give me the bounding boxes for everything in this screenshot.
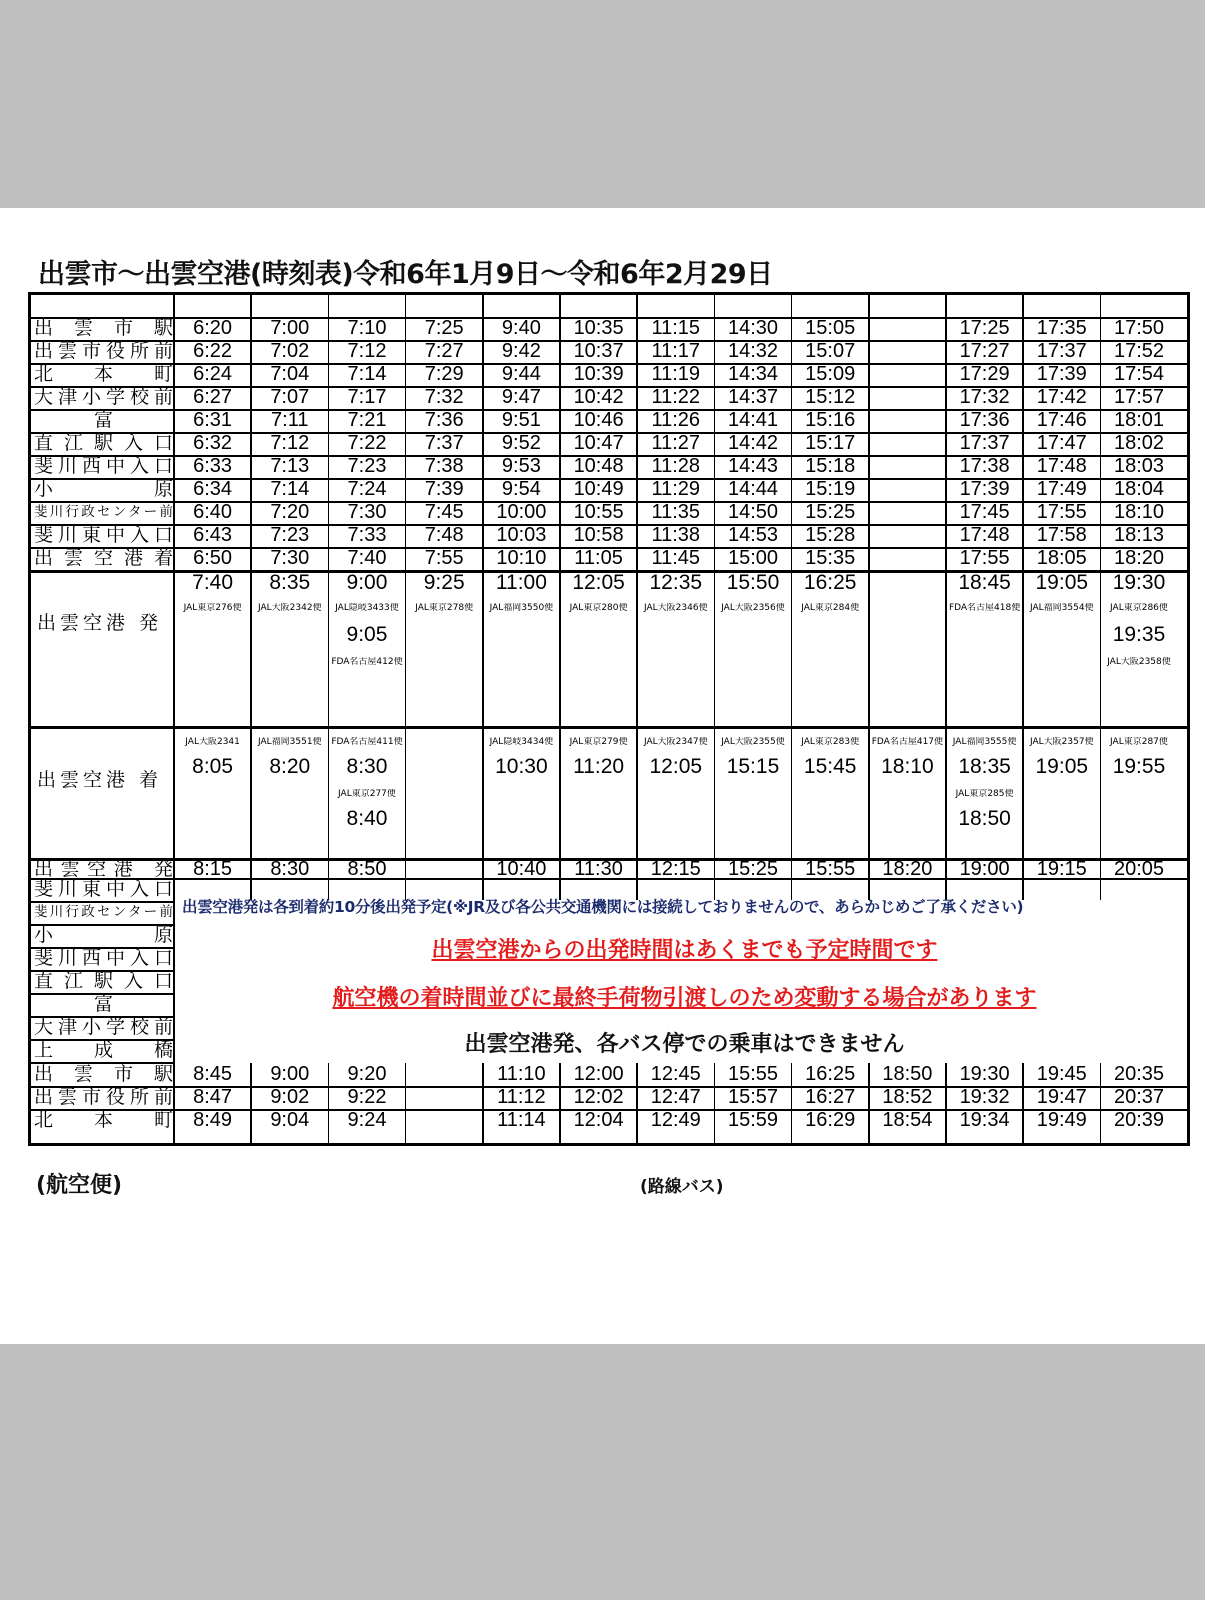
- flight-label: JAL大阪2346便: [643, 603, 708, 613]
- flight-label: JAL東京277便: [338, 789, 396, 799]
- departure-time: 7:29: [424, 363, 464, 385]
- departure-time: 9:44: [501, 363, 541, 385]
- departure-time: 15:28: [805, 524, 856, 546]
- departure-time: 10:00: [496, 501, 547, 523]
- flight-label: JAL隠岐3434便: [489, 737, 554, 747]
- stop-name: 斐川西中入口: [34, 948, 173, 969]
- departure-time: 6:22: [193, 340, 233, 362]
- departure-time: 7:45: [424, 501, 464, 523]
- departure-time: 10:39: [573, 363, 624, 385]
- flight-label: JAL東京278便: [415, 603, 474, 613]
- flight-time: 19:05: [1035, 571, 1089, 594]
- departure-time: 17:39: [959, 478, 1010, 500]
- departure-time: 14:43: [727, 455, 779, 477]
- flight-label: JAL東京284便: [801, 603, 860, 613]
- departure-time: 11:19: [651, 363, 701, 385]
- departure-time: 7:23: [347, 455, 387, 477]
- departure-time: 7:14: [347, 363, 387, 385]
- departure-time: 7:40: [347, 547, 387, 569]
- flight-time: 18:35: [958, 755, 1011, 778]
- departure-time: 7:14: [270, 478, 310, 500]
- departure-time: 18:01: [1113, 409, 1165, 431]
- departure-time: 18:13: [1113, 524, 1165, 546]
- departure-time: 17:54: [1113, 363, 1165, 385]
- departure-time: 18:03: [1113, 455, 1165, 477]
- stop-name: 出雲空港 発: [34, 859, 173, 880]
- departure-time: 6:27: [193, 386, 233, 408]
- arrival-time: 19:34: [959, 1109, 1010, 1131]
- flight-time: 8:30: [346, 755, 388, 778]
- departure-time: 17:35: [1036, 317, 1087, 339]
- stop-name: 上成橋: [34, 1040, 173, 1061]
- flight-label: JAL東京280便: [569, 603, 628, 613]
- departure-time: 7:25: [424, 317, 464, 339]
- departure-time: 11:45: [651, 547, 701, 569]
- departure-time: 18:05: [1036, 547, 1087, 569]
- departure-time: 17:50: [1113, 317, 1165, 339]
- departure-time: 14:50: [727, 501, 779, 523]
- departure-time: 17:55: [959, 547, 1010, 569]
- arrival-time: 12:02: [573, 1086, 624, 1108]
- departure-time: 10:46: [573, 409, 624, 431]
- flight-label: JAL大阪2355便: [721, 737, 785, 747]
- departure-time: 17:27: [959, 340, 1010, 362]
- departure-time: 10:37: [573, 340, 624, 362]
- arrival-time: 18:52: [882, 1086, 933, 1108]
- flight-time: 9:25: [423, 571, 465, 594]
- footer-bus-label: (路線バス): [640, 1177, 724, 1197]
- flight-time: 19:05: [1035, 755, 1089, 778]
- departure-time: 7:37: [424, 432, 464, 454]
- flight-time: 8:20: [269, 755, 311, 778]
- bus-depart-time: 19:00: [959, 858, 1010, 880]
- arrival-time: 20:37: [1113, 1086, 1165, 1108]
- flight-label: JAL大阪2347便: [643, 737, 708, 747]
- departure-time: 7:12: [347, 340, 387, 362]
- departure-time: 7:30: [347, 501, 387, 523]
- departure-time: 7:20: [270, 501, 310, 523]
- flight-time: 18:50: [958, 807, 1011, 830]
- arrival-time: 19:49: [1036, 1109, 1087, 1131]
- arrival-time: 11:12: [497, 1086, 546, 1108]
- stop-name: 出雲市役所前: [34, 1087, 173, 1108]
- flight-time: 16:25: [803, 571, 857, 594]
- departure-time: 17:32: [959, 386, 1010, 408]
- departure-time: 15:19: [805, 478, 856, 500]
- departure-time: 14:53: [727, 524, 779, 546]
- departure-time: 17:48: [959, 524, 1010, 546]
- departure-time: 7:30: [270, 547, 310, 569]
- arrival-time: 16:27: [805, 1086, 856, 1108]
- departure-time: 10:03: [496, 524, 547, 546]
- departure-time: 6:24: [193, 363, 233, 385]
- arrival-time: 16:29: [805, 1109, 856, 1131]
- flight-label: JAL大阪2342便: [257, 603, 322, 613]
- departure-time: 17:39: [1036, 363, 1087, 385]
- arrival-time: 12:49: [650, 1109, 701, 1131]
- note-connection: 出雲空港発は各到着約10分後出発予定(※JR及び各公共交通機関には接続しておりませんので、あらかじめご了承ください): [182, 898, 1024, 916]
- departure-time: 11:15: [651, 317, 701, 339]
- departure-time: 15:25: [805, 501, 856, 523]
- departure-time: 17:37: [959, 432, 1010, 454]
- departure-time: 7:24: [347, 478, 387, 500]
- departure-time: 7:23: [270, 524, 310, 546]
- departure-time: 7:39: [424, 478, 464, 500]
- departure-time: 17:36: [959, 409, 1010, 431]
- stop-name: 大津小学校前: [34, 387, 173, 408]
- flight-time: 12:35: [649, 571, 703, 594]
- departure-time: 15:17: [805, 432, 856, 454]
- arrival-time: 9:02: [270, 1086, 310, 1108]
- arrival-time: 20:35: [1113, 1063, 1165, 1085]
- departure-time: 17:58: [1036, 524, 1087, 546]
- flight-label: FDA名古屋417便: [871, 737, 944, 747]
- departure-time: 6:20: [193, 317, 233, 339]
- departure-time: 15:07: [805, 340, 856, 362]
- departure-time: 7:38: [424, 455, 464, 477]
- stop-name: 出雲市役所前: [34, 341, 173, 362]
- arrival-time: 11:14: [497, 1109, 546, 1131]
- departure-time: 9:42: [501, 340, 541, 362]
- departure-time: 9:54: [501, 478, 541, 500]
- departure-time: 17:47: [1036, 432, 1087, 454]
- departure-time: 11:28: [651, 455, 701, 477]
- departure-time: 7:22: [347, 432, 387, 454]
- flight-time: 19:30: [1112, 571, 1166, 594]
- departure-time: 15:05: [805, 317, 856, 339]
- departure-time: 17:52: [1113, 340, 1165, 362]
- departure-time: 14:42: [727, 432, 779, 454]
- departure-time: 18:10: [1113, 501, 1165, 523]
- departure-time: 10:58: [573, 524, 624, 546]
- stop-name: 斐川東中入口: [34, 879, 173, 900]
- flight-label: JAL東京276便: [183, 603, 242, 613]
- arrival-time: 8:47: [193, 1086, 233, 1108]
- note-schedule-warning: 出雲空港からの出発時間はあくまでも予定時間です: [431, 938, 938, 963]
- flight-time: 18:10: [881, 755, 934, 778]
- bus-depart-time: 8:15: [193, 858, 233, 880]
- departure-time: 10:48: [573, 455, 624, 477]
- departure-time: 14:37: [727, 386, 779, 408]
- bus-depart-time: 19:15: [1036, 858, 1087, 880]
- departure-time: 10:55: [573, 501, 624, 523]
- departure-time: 10:49: [573, 478, 624, 500]
- arrival-time: 19:47: [1036, 1086, 1087, 1108]
- flight-label: JAL大阪2357便: [1029, 737, 1094, 747]
- stop-name: 富: [93, 994, 113, 1015]
- departure-time: 15:16: [805, 409, 856, 431]
- flight-label: FDA名古屋411便: [331, 737, 403, 747]
- departure-time: 15:09: [805, 363, 856, 385]
- departure-time: 9:53: [501, 455, 541, 477]
- flight-label: JAL隠岐3433便: [335, 603, 399, 613]
- bus-depart-time: 8:50: [347, 858, 387, 880]
- departure-time: 7:04: [270, 363, 310, 385]
- arrival-time: 8:45: [193, 1063, 233, 1085]
- departure-time: 17:46: [1036, 409, 1087, 431]
- stop-name: 直江駅入口: [34, 971, 173, 992]
- departure-time: 17:25: [959, 317, 1010, 339]
- departure-time: 9:40: [501, 317, 541, 339]
- arrival-time: 12:04: [573, 1109, 624, 1131]
- stop-name: 斐川行政センター前: [34, 504, 173, 520]
- departure-time: 9:47: [501, 386, 541, 408]
- departure-time: 17:48: [1036, 455, 1087, 477]
- departure-time: 11:05: [574, 547, 623, 569]
- arrival-time: 18:50: [882, 1063, 933, 1085]
- flight-label: JAL大阪2341: [185, 737, 240, 747]
- flight-label: JAL東京283便: [801, 737, 860, 747]
- stop-name: 大津小学校前: [34, 1017, 173, 1038]
- stop-name: 出雲市駅: [34, 318, 173, 339]
- departure-time: 7:36: [424, 409, 464, 431]
- stop-name: 斐川西中入口: [34, 456, 173, 477]
- flight-time: 10:30: [495, 755, 548, 778]
- flight-label: JAL大阪2356便: [721, 603, 785, 613]
- arrival-time: 16:25: [805, 1063, 856, 1085]
- departure-time: 7:21: [347, 409, 387, 431]
- arrival-time: 15:55: [727, 1063, 779, 1085]
- departure-time: 11:17: [651, 340, 701, 362]
- flight-label: JAL東京287便: [1110, 737, 1168, 747]
- departure-time: 17:37: [1036, 340, 1087, 362]
- departure-time: 18:04: [1113, 478, 1165, 500]
- flight-label: JAL東京286便: [1110, 603, 1168, 613]
- departure-time: 10:47: [573, 432, 624, 454]
- footer-flight-label: (航空便): [36, 1173, 123, 1198]
- departure-time: 6:43: [193, 524, 233, 546]
- stop-name: 直江駅入口: [34, 433, 173, 454]
- departure-time: 10:35: [573, 317, 624, 339]
- flight-time: 12:05: [572, 571, 625, 594]
- departure-time: 6:34: [193, 478, 233, 500]
- row-divider: [31, 726, 1187, 729]
- departure-time: 7:33: [347, 524, 387, 546]
- departure-time: 7:10: [347, 317, 387, 339]
- departure-time: 14:30: [727, 317, 779, 339]
- departure-time: 15:12: [805, 386, 856, 408]
- departure-time: 7:27: [424, 340, 464, 362]
- departure-time: 17:57: [1113, 386, 1165, 408]
- departure-time: 17:42: [1036, 386, 1087, 408]
- bus-depart-time: 20:05: [1113, 858, 1165, 880]
- departure-time: 15:35: [805, 547, 856, 569]
- arrival-time: 20:39: [1113, 1109, 1165, 1131]
- arrival-time: 9:22: [347, 1086, 387, 1108]
- departure-time: 7:17: [347, 386, 387, 408]
- departure-time: 6:31: [193, 409, 233, 431]
- departure-time: 7:02: [270, 340, 310, 362]
- flight-label: JAL福岡3554便: [1029, 603, 1094, 613]
- arrival-time: 8:49: [193, 1109, 233, 1131]
- stop-name: 北本町: [34, 364, 173, 385]
- departure-time: 14:41: [727, 409, 779, 431]
- departure-time: 17:45: [959, 501, 1010, 523]
- flight-label: JAL大阪2358便: [1107, 657, 1171, 667]
- arrival-time: 11:10: [497, 1063, 546, 1085]
- stop-name: 小原: [34, 479, 173, 500]
- arrival-time: 19:45: [1036, 1063, 1087, 1085]
- flight-time: 8:05: [192, 755, 234, 778]
- departure-time: 7:12: [270, 432, 310, 454]
- timetable-page: [0, 208, 1205, 1344]
- flight-time: 8:40: [346, 807, 388, 830]
- departure-time: 7:13: [270, 455, 310, 477]
- departure-time: 6:40: [193, 501, 233, 523]
- arrival-time: 9:20: [347, 1063, 387, 1085]
- bus-depart-time: 11:30: [574, 858, 623, 880]
- arrival-time: 12:00: [573, 1063, 624, 1085]
- arrival-time: 19:30: [959, 1063, 1010, 1085]
- departure-time: 7:07: [270, 386, 310, 408]
- stop-name: 斐川東中入口: [34, 525, 173, 546]
- arrival-time: 9:24: [347, 1109, 387, 1131]
- departure-time: 11:35: [651, 501, 701, 523]
- bus-depart-time: 15:55: [805, 858, 856, 880]
- departure-time: 18:02: [1113, 432, 1165, 454]
- departure-time: 14:44: [727, 478, 779, 500]
- page-title: 出雲市～出雲空港(時刻表)令和6年1月9日～令和6年2月29日: [38, 259, 773, 290]
- note-no-boarding: 出雲空港発、各バス停での乗車はできません: [464, 1032, 905, 1057]
- departure-time: 7:32: [424, 386, 464, 408]
- arrival-time: 9:00: [270, 1063, 310, 1085]
- stop-name: 富: [93, 410, 113, 431]
- flight-time: 11:00: [495, 571, 547, 594]
- departure-time: 10:10: [496, 547, 547, 569]
- departure-time: 14:32: [727, 340, 779, 362]
- bus-depart-time: 8:30: [270, 858, 310, 880]
- departure-time: 11:27: [651, 432, 701, 454]
- arrival-time: 15:57: [727, 1086, 779, 1108]
- stop-name: 斐川行政センター前: [34, 904, 173, 920]
- departure-time: 7:48: [424, 524, 464, 546]
- flight-label: JAL東京279便: [569, 737, 628, 747]
- arrival-time: 19:32: [959, 1086, 1010, 1108]
- departure-time: 6:50: [193, 547, 233, 569]
- arrival-time: 12:45: [650, 1063, 701, 1085]
- flight-time: 15:15: [726, 755, 780, 778]
- flight-time: 15:45: [803, 755, 857, 778]
- departure-time: 15:18: [805, 455, 856, 477]
- departure-time: 6:32: [193, 432, 233, 454]
- departure-time: 7:11: [271, 409, 309, 431]
- departure-time: 17:29: [959, 363, 1010, 385]
- timetable-grid: [28, 292, 1190, 1146]
- flight-label: FDA名古屋412便: [331, 657, 403, 667]
- flight-label: JAL福岡3555便: [952, 737, 1017, 747]
- stop-name: 北本町: [34, 1110, 173, 1131]
- stop-name: 出雲市駅: [34, 1064, 173, 1085]
- departure-time: 15:00: [727, 547, 779, 569]
- flight-label: JAL福岡3550便: [489, 603, 554, 613]
- bus-depart-time: 12:15: [650, 858, 701, 880]
- flight-time: 9:05: [346, 623, 388, 646]
- note-delay-warning: 航空機の着時間並びに最終手荷物引渡しのため変動する場合があります: [332, 986, 1037, 1011]
- bus-depart-time: 15:25: [727, 858, 779, 880]
- flight-time: 8:35: [269, 571, 311, 594]
- arrival-time: 18:54: [882, 1109, 933, 1131]
- arrival-row-label: 出雲空港 着: [37, 769, 163, 791]
- departure-time: 17:55: [1036, 501, 1087, 523]
- bus-depart-time: 18:20: [882, 858, 933, 880]
- flight-label: JAL福岡3551便: [257, 737, 322, 747]
- departure-time: 11:26: [651, 409, 701, 431]
- arrival-time: 15:59: [727, 1109, 779, 1131]
- departure-time: 11:38: [651, 524, 701, 546]
- departure-time: 9:51: [501, 409, 541, 431]
- departure-time: 14:34: [727, 363, 779, 385]
- departure-time: 10:42: [573, 386, 624, 408]
- flight-time: 19:55: [1112, 755, 1166, 778]
- flight-label: FDA名古屋418便: [948, 603, 1021, 613]
- departure-time: 18:20: [1113, 547, 1165, 569]
- flight-time: 15:50: [726, 571, 780, 594]
- flight-time: 9:00: [346, 571, 388, 594]
- departure-time: 17:49: [1036, 478, 1087, 500]
- departure-time: 6:33: [193, 455, 233, 477]
- stop-name: 出雲空港着: [34, 548, 173, 569]
- flight-label: JAL東京285便: [955, 789, 1014, 799]
- departure-time: 11:29: [651, 478, 701, 500]
- departure-time: 17:38: [959, 455, 1010, 477]
- flight-time: 19:35: [1112, 623, 1166, 646]
- stop-name: 小原: [34, 925, 173, 946]
- flight-time: 7:40: [192, 571, 234, 594]
- bus-depart-time: 10:40: [496, 858, 547, 880]
- flight-time: 11:20: [573, 755, 625, 778]
- flight-time: 12:05: [649, 755, 703, 778]
- departure-time: 7:00: [270, 317, 310, 339]
- flight-time: 18:45: [958, 571, 1011, 594]
- arrival-time: 9:04: [270, 1109, 310, 1131]
- arrival-time: 12:47: [650, 1086, 701, 1108]
- departure-row-label: 出雲空港 発: [37, 612, 163, 634]
- departure-time: 7:55: [424, 547, 464, 569]
- departure-time: 11:22: [651, 386, 701, 408]
- departure-time: 9:52: [501, 432, 541, 454]
